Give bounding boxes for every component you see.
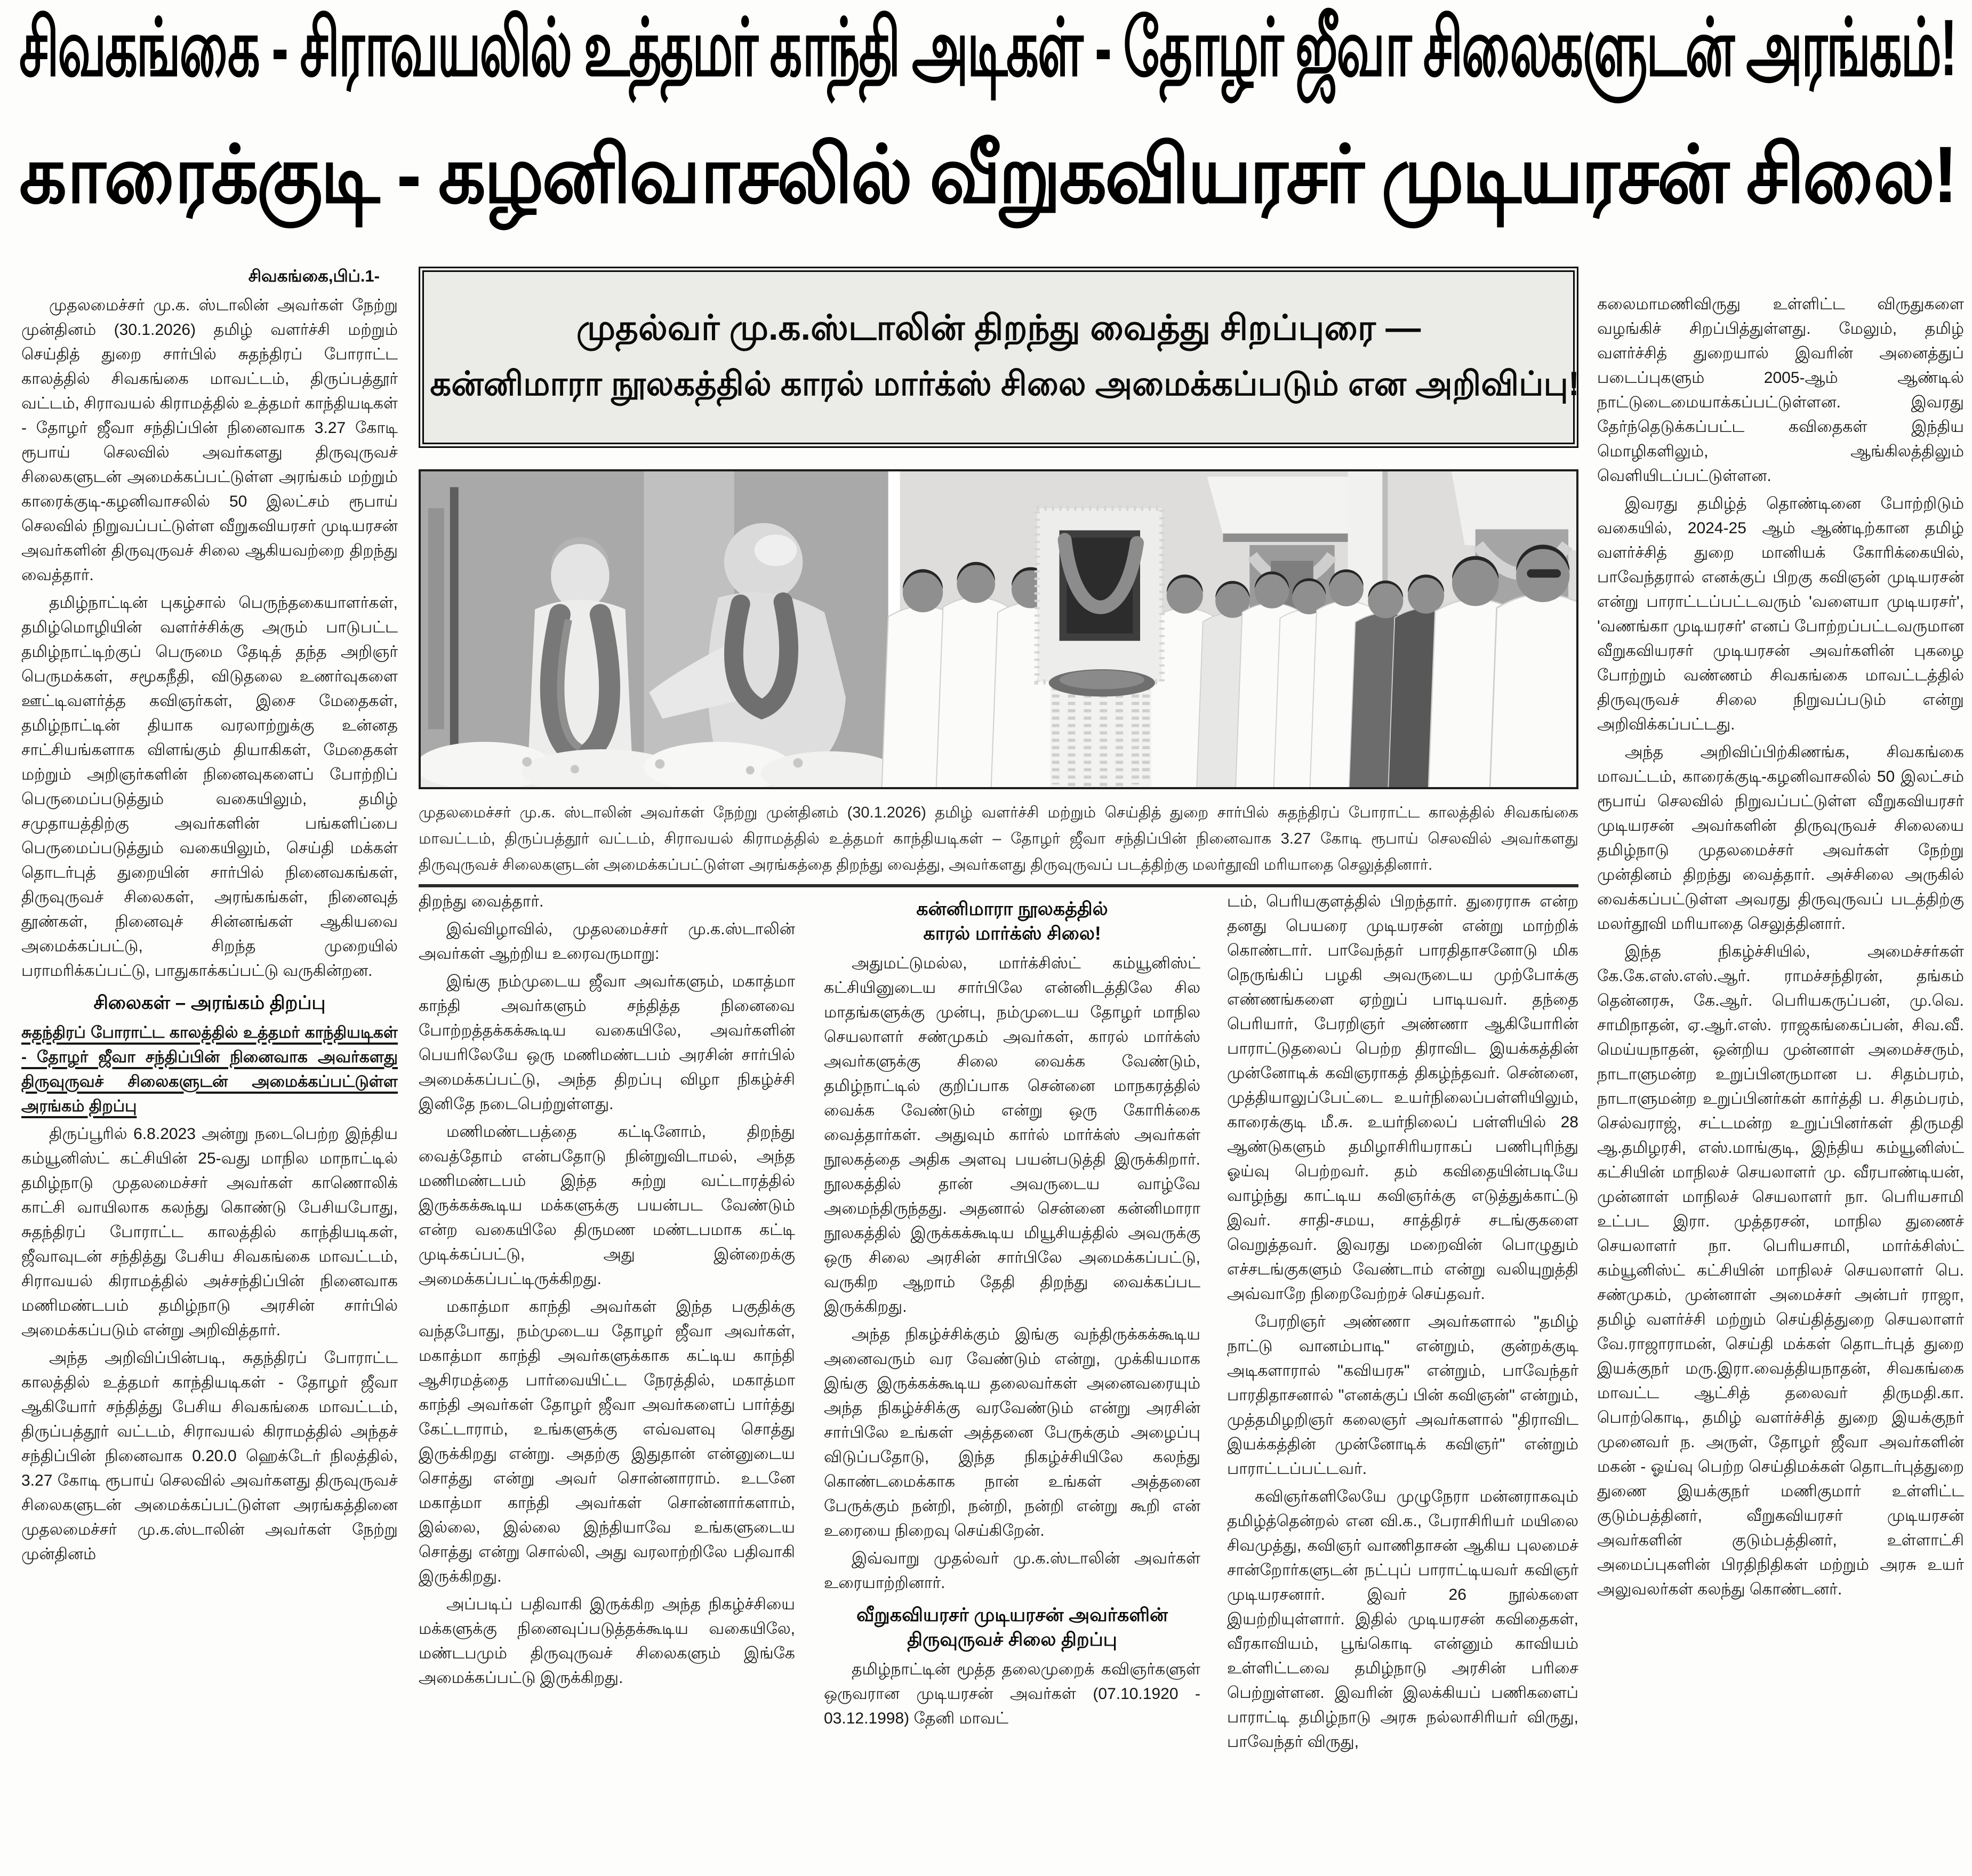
news-photo <box>419 469 1578 789</box>
body-paragraph: பேரறிஞர் அண்ணா அவர்களால் "தமிழ் நாட்டு வானம்பாடி" என்றும், குன்றக்குடி அடிகளாரால் "கவியரசு" என்றும், பாவேந்தர் பாரதிதாசனால் "எனக்குப் பின் கவிஞன்" என்றும், முத்தமிழறிஞர் கலைஞர் அவர்களால் "திராவிட இயக்கத்தின் முன்னோடிக் கவிஞர்" என்றும் பாராட்டப்பட்டவர். <box>1227 1313 1578 1478</box>
column-left <box>21 267 398 1872</box>
body-paragraph: தமிழ்நாட்டின் மூத்த தலைமுறைக் கவிஞர்களுள் ஒருவரான முடியரசன் அவர்கள் (07.10.1920 - 03.12.1998) தேனி மாவட் <box>824 1661 1200 1727</box>
photo-illustration <box>421 471 1576 787</box>
subheadline-line-1: முதல்வர் மு.க.ஸ்டாலின் திறந்து வைத்து சிறப்புரை — <box>576 307 1421 347</box>
body-paragraph: இவரது தமிழ்த் தொண்டினை போற்றிடும் வகையில், 2024-25 ஆம் ஆண்டிற்கான தமிழ் வளர்ச்சித் துறை மானியக் கோரிக்கையில், பாவேந்தரால் எனக்குப் பிறகு கவிஞன் முடியரசன் என்று பாராட்டப்பட்டவரும் 'வளையா முடியரசர்', 'வணங்கா முடியரசர்' எனப் போற்றப்பட்டவருமான வீறுகவியரசர் முடியரசன் அவர்களின் புகழை போற்றும் வண்ணம் சிவகங்கை மாவட்டத்தில் திருவுருவச் சிலை நிறுவப்படும் என்று அறிவிக்கப்பட்டது. <box>1597 495 1964 733</box>
statues-photo <box>421 471 899 787</box>
body-paragraph: மணிமண்டபத்தை கட்டினோம், திறந்து வைத்தோம் என்பதோடு நின்றுவிடாமல், அந்த மணிமண்டபம் இந்த சுற்று வட்டாரத்தில் இருக்கக்கூடிய மக்களுக்கு பயன்பட வேண்டும் என்ற வகையிலே திருமண மண்டபமாக கட்டி முடிக்கப்பட்டு, அது இன்றைக்கு அமைக்கப்பட்டிருக்கிறது. <box>419 1123 795 1288</box>
column-right <box>1597 292 1964 1872</box>
dignitaries-photo <box>880 471 1576 787</box>
column-3 <box>824 889 1200 1876</box>
body-paragraph: அந்த நிகழ்ச்சிக்கும் இங்கு வந்திருக்கக்கூடிய அனைவரும் வர வேண்டும் என்று, முக்கியமாக இங்கு இருக்கக்கூடிய தலைவர்கள் அனைவரையும் அந்த நிகழ்ச்சிக்கு வரவேண்டும் என்று அரசின் சார்பிலே உங்கள் அத்தனை பேருக்கும் அழைப்பு விடுப்பதோடு, இந்த நிகழ்ச்சியிலே கலந்து கொண்டமைக்காக நான் உங்கள் அத்தனை பேருக்கும் நன்றி, நன்றி, நன்றி என்று கூறி என் உரையை நிறைவு செய்கிறேன். <box>824 1326 1200 1540</box>
main-headline-line-2: காரைக்குடி - கழனிவாசலில் வீறுகவியரசர் முடியரசன் சிலை! <box>19 130 1956 219</box>
body-paragraph: திறந்து வைத்தார். <box>419 893 544 910</box>
middle-section <box>419 267 1578 1876</box>
body-paragraph: அப்படிப் பதிவாகி இருக்கிற அந்த நிகழ்ச்சியை மக்களுக்கு நினைவுப்படுத்தக்கூடிய வகையிலே, மண்டபமும் திருவுருவச் சிலைகளும் இங்கே அமைக்கப்பட்டு இருக்கிறது. <box>419 1596 795 1687</box>
column-4 <box>1227 889 1578 1876</box>
body-paragraph: அந்த அறிவிப்பிற்கிணங்க, சிவகங்கை மாவட்டம், காரைக்குடி-கழனிவாசலில் 50 இலட்சம் ரூபாய் செலவில் நிறுவப்பட்டுள்ள வீறுகவியரசர் முடியரசன் அவர்களின் திருவுருவச் சிலையை தமிழ்நாடு முதலமைச்சர் அவர்கள் நேற்று முன்தினம் திறந்து வைத்தார். அச்சிலை அருகில் வைக்கப்பட்டுள்ள அவரது திருவுருவப் படத்திற்கு மலர்தூவி மரியாதை செலுத்தினார். <box>1597 743 1964 933</box>
section-subhead: வீறுகவியரசர் முடியரசன் அவர்களின் திருவுருவச் சிலை திறப்பு <box>856 1605 1168 1650</box>
main-headline-line-1: சிவகங்கை - சிராவயலில் உத்தமர் காந்தி அடிகள் - தோழர் ஜீவா சிலைகளுடன் அரங்கம்! <box>19 3 1956 92</box>
body-paragraph: முதலமைச்சர் மு.க. ஸ்டாலின் அவர்கள் நேற்று முன்தினம் (30.1.2026) தமிழ் வளர்ச்சி மற்றும் செய்தித் துறை சார்பில் சுதந்திரப் போராட்ட காலத்தில் சிவகங்கை மாவட்டம், திருப்பத்தூர் வட்டம், சிராவயல் கிராமத்தில் உத்தமர் காந்தியடிகள் - தோழர் ஜீவா சந்திப்பின் நினைவாக 3.27 கோடி ரூபாய் செலவில் அவர்களது திருவுருவச் சிலைகளுடன் அமைக்கப்பட்டுள்ள அரங்கம் மற்றும் காரைக்குடி-கழனிவாசலில் 50 இலட்சம் ரூபாய் செலவில் நிறுவப்பட்டுள்ள வீறுகவியரசர் முடியரசன் அவர்களின் திருவுருவச் சிலை ஆகியவற்றை திறந்து வைத்தார். <box>21 296 398 584</box>
body-paragraph: கவிஞர்களிலேயே முழுநேரா மன்னராகவும் தமிழ்த்தென்றல் என வி.க., பேராசிரியர் மயிலை சிவமுத்து, கவிஞர் வாணிதாசன் ஆகிய புலமைச் சான்றோர்களுடன் நட்புப் பாராட்டியவர் கவிஞர் முடியரசனார். இவர் 26 நூல்களை இயற்றியுள்ளார். இதில் முடியரசன் கவிதைகள், வீரகாவியம், பூங்கொடி என்னும் காவியம் உள்ளிட்டவை தமிழ்நாடு அரசின் பரிசை பெற்றுள்ளன. இவரின் இலக்கியப் பணிகளைப் பாராட்டி தமிழ்நாடு அரசு நல்லாசிரியர் விருது, பாவேந்தர் விருது, <box>1227 1488 1578 1751</box>
column-2 <box>419 889 795 1876</box>
dateline: சிவகங்கை,பிப்.1- <box>248 267 380 285</box>
body-paragraph: மகாத்மா காந்தி அவர்கள் இந்த பகுதிக்கு வந்தபோது, நம்முடைய தோழர் ஜீவா அவர்கள், மகாத்மா காந்தி அவர்களுக்காக கட்டிய காந்தி ஆசிரமத்தை பார்வையிட்ட நேரத்தில், மகாத்மா காந்தி அவர்கள் தோழர் ஜீவா அவர்களைப் பார்த்து கேட்டாராம், உங்களுக்கு எவ்வளவு சொத்து இருக்கிறது என்று. அதற்கு இதுதான் என்னுடைய சொத்து என்று அவர் சொன்னாராம். உடனே மகாத்மா காந்தி அவர்கள் சொன்னார்களாம், இல்லை, இல்லை இந்தியாவே உங்களுடைய சொத்து என்று சொல்லி, அது வரலாற்றிலே பதிவாகி இருக்கிறது. <box>419 1298 795 1585</box>
body-paragraph: அதுமட்டுமல்ல, மார்க்சிஸ்ட் கம்யூனிஸ்ட் கட்சியினுடைய சார்பிலே என்னிடத்திலே சில மாதங்களுக்கு முன்பு, நம்முடைய தோழர் மாநில செயலாளர் சண்முகம் அவர்கள், காரல் மார்க்ஸ் அவர்களுக்கு சிலை வைக்க வேண்டும், தமிழ்நாட்டில் குறிப்பாக சென்னை மாநகரத்தில் வைக்க வேண்டும் என்று ஒரு கோரிக்கை வைத்தார்கள். அதுவும் கார்ல் மார்க்ஸ் அவர்கள் நூலகத்தை அதிக அளவு பயன்படுத்தி இருக்கிறார். நூலகத்தில் தான் அவருடைய வாழ்வே அமைந்திருந்தது. அதனால் சென்னை கன்னிமாரா நூலகத்தில் இருக்கக்கூடிய மியூசியத்தில் அவருக்கு ஒரு சிலை அரசின் சார்பிலே அமைக்கப்பட்டு, வருகிற ஆறாம் தேதி திறந்து வைக்கப்பட இருக்கிறது. <box>824 955 1200 1316</box>
section-subhead: சிலைகள் – அரங்கம் திறப்பு <box>93 992 326 1013</box>
section-subhead: கன்னிமாரா நூலகத்தில் காரல் மார்க்ஸ் சிலை! <box>916 899 1108 944</box>
photo-caption: முதலமைச்சர் மு.க. ஸ்டாலின் அவர்கள் நேற்று முன்தினம் (30.1.2026) தமிழ் வளர்ச்சி மற்றும் செய்தித் துறை சார்பில் சுதந்திரப் போராட்ட காலத்தில் சிவகங்கை மாவட்டம், திருப்பத்தூர் வட்டம், சிராவயல் கிராமத்தில் உத்தமர் காந்தியடிகள் – தோழர் ஜீவா சந்திப்பின் நினைவாக 3.27 கோடி ரூபாய் செலவில் அவர்களது திருவுருவச் சிலைகளுடன் அமைக்கப்பட்டுள்ள அரங்கத்தை திறந்து வைத்து, அவர்களது திருவுருவப் படத்திற்கு மலர்தூவி மரியாதை செலுத்தினார். <box>419 798 1578 887</box>
body-paragraph: இந்த நிகழ்ச்சியில், அமைச்சர்கள் கே.கே.எஸ்.எஸ்.ஆர். ராமச்சந்திரன், தங்கம் தென்னரசு, கே.ஆர். பெரியகருப்பன், மு.வெ. சாமிநாதன், ஏ.ஆர்.எஸ். ராஜகங்கைப்பன், சிவ.வீ. மெய்யநாதன், ஒன்றிய முன்னாள் அமைச்சரும், நாடாளுமன்ற உறுப்பினருமான ப. சிதம்பரம், நாடாளுமன்ற உறுப்பினர்கள் கார்த்தி ப. சிதம்பரம், செல்வராஜ், சட்டமன்ற உறுப்பினர்கள் திருமதி ஆ.தமிழரசி, எஸ்.மாங்குடி, இந்திய கம்யூனிஸ்ட் கட்சியின் மாநிலச் செயலாளர் மு. வீரபாண்டியன், முன்னாள் மாநிலச் செயலாளர் நா. பெரியசாமி உட்பட இரா. முத்தரசன், மாநில துணைச் செயலாளர் நா. பெரியசாமி, மார்க்சிஸ்ட் கம்யூனிஸ்ட் கட்சியின் மாநிலச் செயலாளர் பெ. சண்முகம், முன்னாள் அமைச்சர் அன்பர் ராஜா, தமிழ் வளர்ச்சி மற்றும் செய்தித்துறை செயலாளர் வே.ராஜாராமன், செய்தி மக்கள் தொடர்புத் துறை இயக்குநர் மரு.இரா.வைத்தியநாதன், சிவகங்கை மாவட்ட ஆட்சித் தலைவர் திருமதி.கா. பொற்கொடி, தமிழ் வளர்ச்சித் துறை இயக்குநர் முனைவர் ந. அருள், தோழர் ஜீவா அவர்களின் மகன் - ஓய்வு பெற்ற செய்திமக்கள் தொடர்புத்துறை துணை இயக்குநர் மணிகுமார் உள்ளிட்ட குடும்பத்தினர், வீறுகவியரசர் முடியரசன் அவர்களின் குடும்பத்தினர், உள்ளாட்சி அமைப்புகளின் பிரதிநிதிகள் மற்றும் அரசு உயர் அலுவலர்கள் கலந்து கொண்டனர். <box>1597 943 1964 1598</box>
body-paragraph: தமிழ்நாட்டின் புகழ்சால் பெருந்தகையாளர்கள், தமிழ்மொழியின் வளர்ச்சிக்கு அரும் பாடுபட்ட தமிழ்நாட்டிற்குப் பெருமை தேடித் தந்த அறிஞர் பெருமக்கள், சமூகநீதி, விடுதலை உணர்வுகளை ஊட்டிவளர்த்த கவிஞர்கள், இசை மேதைகள், தமிழ்நாட்டின் தியாக வரலாற்றுக்கு உன்னத சாட்சியங்களாக விளங்கும் தியாகிகள், மேதைகள் மற்றும் அறிஞர்களின் நினைவுகளைப் போற்றிப் பெருமைப்படுத்தும் வகையிலும், தமிழ் சமுதாயத்திற்கு அவர்களின் பங்களிப்பை பெருமைப்படுத்தும் வகையிலும், செய்தி மக்கள் தொடர்புத் துறையின் சார்பில் நினைவகங்கள், திருவுருவச் சிலைகள், அரங்கங்கள், நினைவுத் தூண்கள், நினைவுச் சின்னங்கள் ஆகியவை அமைக்கப்பட்டு, சிறந்த முறையில் பராமரிக்கப்பட்டு, பாதுகாக்கப்பட்டு வருகின்றன. <box>21 594 398 980</box>
subheadline-line-2: கன்னிமாரா நூலகத்தில் காரல் மார்க்ஸ் சிலை அமைக்கப்படும் என அறிவிப்பு! <box>430 365 1580 403</box>
subheadline-box <box>419 267 1578 448</box>
body-paragraph: இவ்வாறு முதல்வர் மு.க.ஸ்டாலின் அவர்கள் உரையாற்றினார். <box>824 1550 1200 1592</box>
body-paragraph: இவ்விழாவில், முதலமைச்சர் மு.க.ஸ்டாலின் அவர்கள் ஆற்றிய உரைவருமாறு: <box>419 920 795 963</box>
body-paragraph: டம், பெரியகுளத்தில் பிறந்தார். துரைராசு என்ற தனது பெயரை முடியரசன் என்று மாற்றிக் கொண்டார். பாவேந்தர் பாரதிதாசனோடு மிக நெருங்கிப் பழகி அவருடைய முற்போக்கு எண்ணங்களை ஏற்றுப் பாடியவர். தந்தை பெரியார், பேரறிஞர் அண்ணா ஆகியோரின் பாராட்டுதலைப் பெற்ற திராவிட இயக்கத்தின் முன்னோடிக் கவிஞராகத் திகழ்ந்தவர். சென்னை, முத்தியாலுப்பேட்டை உயர்நிலைப்பள்ளியிலும், காரைக்குடி மீ.சு. உயர்நிலைப் பள்ளியில் 28 ஆண்டுகளும் தமிழாசிரியராகப் பணிபுரிந்து ஓய்வு பெற்றவர். தம் கவிதையின்படியே வாழ்ந்து காட்டிய கவிஞர்க்கு எடுத்துக்காட்டு இவர். சாதி-சமய, சாத்திரச் சடங்குகளை வெறுத்தவர். இவரது மறைவின் பொழுதும் எச்சடங்குகளும் வேண்டாம் என்று வலியுறுத்தி அவ்வாறே நிறைவேற்றச் செய்தவர். <box>1227 893 1578 1303</box>
body-paragraph: இங்கு நம்முடைய ஜீவா அவர்களும், மகாத்மா காந்தி அவர்களும் சந்தித்த நினைவை போற்றத்தக்கக்கூடிய வகையிலே, அவர்களின் பெயரிலேயே ஒரு மணிமண்டபம் அரசின் சார்பில் அமைக்கப்பட்டு, அந்த திறப்பு விழா நிகழ்ச்சி இனிதே நடைபெற்றுள்ளது. <box>419 973 795 1113</box>
underlined-lead: சுதந்திரப் போராட்ட காலத்தில் உத்தமர் காந்தியடிகள் - தோழர் ஜீவா சந்திப்பின் நினைவாக அவர்களது திருவுருவச் சிலைகளுடன் அமைக்கப்பட்டுள்ள அரங்கம் திறப்பு <box>21 1024 398 1115</box>
body-paragraph: திருப்பூரில் 6.8.2023 அன்று நடைபெற்ற இந்திய கம்யூனிஸ்ட் கட்சியின் 25-வது மாநில மாநாட்டில் தமிழ்நாடு முதலமைச்சர் அவர்கள் காணொலிக் காட்சி வாயிலாக கலந்து கொண்டு பேசியபோது, சுதந்திரப் போராட்ட காலத்தில் காந்தியடிகள், ஜீவாவுடன் சந்தித்து பேசிய சிவகங்கை மாவட்டம், சிராவயல் கிராமத்தில் அச்சந்திப்பின் நினைவாக மணிமண்டபம் தமிழ்நாடு அரசின் சார்பில் அமைக்கப்படும் என்று அறிவித்தார். <box>21 1125 398 1339</box>
body-paragraph: கலைமாமணிவிருது உள்ளிட்ட விருதுகளை வழங்கிச் சிறப்பித்துள்ளது. மேலும், தமிழ் வளர்ச்சித் துறையால் இவரின் அனைத்துப் படைப்புகளும் 2005-ஆம் ஆண்டில் நாட்டுடைமையாக்கப்பட்டுள்ளன. இவரது தேர்ந்தெடுக்கப்பட்ட கவிதைகள் இந்திய மொழிகளிலும், ஆங்கிலத்திலும் வெளியிடப்பட்டுள்ளன. <box>1597 295 1964 485</box>
body-paragraph: அந்த அறிவிப்பின்படி, சுதந்திரப் போராட்ட காலத்தில் உத்தமர் காந்தியடிகள் - தோழர் ஜீவா ஆகியோர் சந்தித்து பேசிய சிவகங்கை மாவட்டம், திருப்பத்தூர் வட்டம், சிராவயல் கிராமத்தில் அந்தச் சந்திப்பின் நினைவாக 0.20.0 ஹெக்டேர் நிலத்தில், 3.27 கோடி ரூபாய் செலவில் அவர்களது திருவுருவச் சிலைகளுடன் அமைக்கப்பட்டுள்ள அரங்கத்தினை முதலமைச்சர் மு.க.ஸ்டாலின் அவர்கள் நேற்று முன்தினம் <box>21 1349 398 1563</box>
memorial-portrait <box>1037 508 1162 787</box>
